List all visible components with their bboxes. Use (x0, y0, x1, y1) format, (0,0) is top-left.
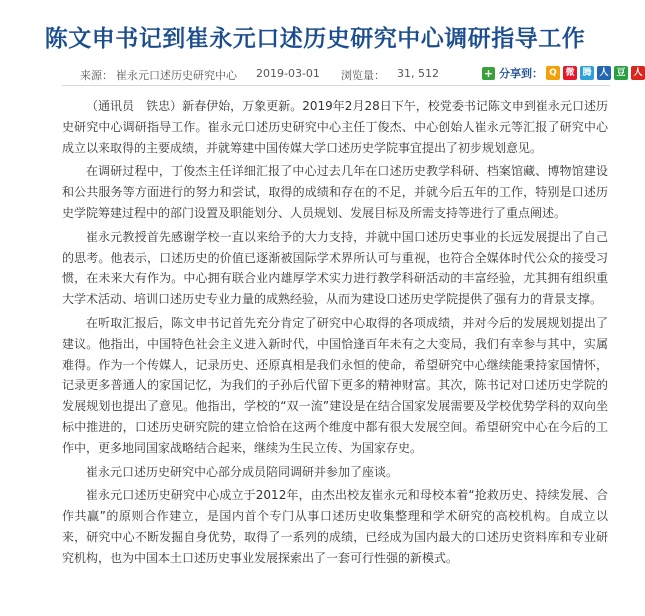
share-label: 分享到： (499, 67, 543, 80)
source-value: 崔永元口述历史研究中心 (116, 69, 237, 82)
views-count: 31, 512 (397, 67, 439, 80)
tencent-weibo-icon[interactable]: 腾 (580, 66, 594, 80)
douban-icon[interactable]: 豆 (614, 66, 628, 80)
views-label: 浏览量： (341, 69, 385, 82)
source-label: 来源： (80, 69, 113, 82)
article-title: 陈文申书记到崔永元口述历史研究中心调研指导工作 (44, 26, 586, 52)
paragraph: 在听取汇报后，陈文申书记首先充分肯定了研究中心取得的各项成绩，并对今后的发展规划提出了建议。他指出，中国特色社会主义进入新时代，中国恰逢百年未有之大变局，我们有幸参与其中，实属难得。作为一个传媒人，记录历史、还原真相是我们永恒的使命，希望研究中心继续能秉持家国情怀，记录更多普通人的家国记忆，为我们的子孙后代留下更多的精神财富。其次，陈书记对口述历史学院的发展规划也提出了意见。他指出，学校的“双一流”建设是在结合国家发展需要及学校优势学科的双向坐标中推进的，口述历史研究院的建立恰恰在这两个维度中都有很大发展空间。希望研究中心在今后的工作中，更多地同国家战略结合起来，继续为生民立传、为国家存史。 (62, 315, 608, 455)
weibo-icon[interactable]: 微 (563, 66, 577, 80)
paragraph: 崔永元口述历史研究中心部分成员陪同调研并参加了座谈。 (86, 464, 399, 479)
paragraph: 崔永元口述历史研究中心成立于2012年，由杰出校友崔永元和母校本着“抢救历史、持续发展、合作共赢”的原则合作建立，是国内首个专门从事口述历史收集整理和学术研究的高校机构。自成立以来，研究中心不断发掘自身优势，取得了一系列的成绩，已经成为国内最大的口述历史资料库和专业研究机构，也为中国本土口述历史事业发展探索出了一套可行性强的新模式。 (62, 488, 608, 565)
share-plus-icon[interactable]: + (483, 66, 494, 80)
share-bar (482, 64, 645, 82)
meta-divider (62, 85, 610, 86)
paragraph: 在调研过程中，丁俊杰主任详细汇报了中心过去几年在口述历史教学科研、档案馆藏、博物馆建设和公共服务等方面进行的努力和尝试，取得的成绩和存在的不足，并就今后五年的工作，特别是口述历史学院筹建过程中的部门设置及职能划分、人员规划、发展目标及所需支持等进行了重点阐述。 (62, 164, 608, 220)
publish-date: 2019-03-01 (256, 67, 320, 80)
paragraph: （通讯员 铁忠）新春伊始，万象更新。2019年2月28日下午，校党委书记陈文申到崔永元口述历史研究中心调研指导工作。崔永元口述历史研究中心主任丁俊杰、中心创始人崔永元等汇报了研究中心成立以来取得的主要成绩，并就筹建中国传媒大学口述历史学院事宜提出了初步规划意见。 (62, 99, 608, 155)
qzone-icon[interactable]: Q (546, 66, 560, 80)
people-icon[interactable]: 人 (631, 66, 645, 80)
renren-icon[interactable]: 人 (597, 66, 611, 80)
paragraph: 崔永元教授首先感谢学校一直以来给予的大力支持，并就中国口述历史事业的长远发展提出了自己的思考。他表示，口述历史的价值已逐渐被国际学术界所认可与重视，也符合全媒体时代公众的接受习惯，在未来大有作为。中心拥有联合业内雄厚学术实力进行教学科研活动的丰富经验，尤其拥有组织重大学术活动、培训口述历史专业力量的成熟经验，从而为建设口述历史学院提供了强有力的背景支撑。 (62, 229, 608, 307)
article-body (62, 96, 608, 572)
